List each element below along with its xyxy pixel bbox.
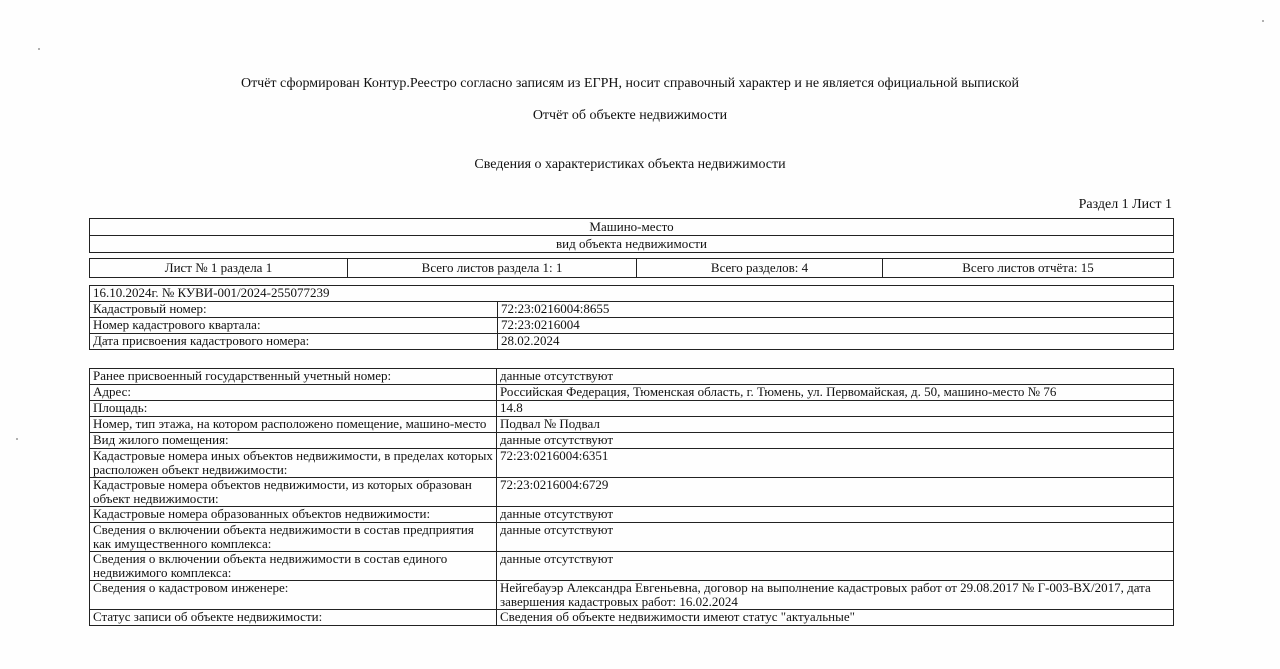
sheet-of-section: Лист № 1 раздела 1: [90, 259, 348, 278]
scan-speck: [38, 48, 40, 50]
table-row: [90, 507, 1174, 523]
object-type-caption: вид объекта недвижимости: [90, 236, 1174, 253]
scan-speck: [16, 438, 18, 440]
table-row: [90, 417, 1174, 433]
row-label: Площадь:: [90, 401, 497, 417]
table-row: [90, 478, 1174, 507]
scan-speck: [1262, 20, 1264, 22]
row-value: 72:23:0216004:8655: [498, 302, 1174, 318]
row-label: Кадастровые номера иных объектов недвижимости, в пределах которых расположен объект недвижимости:: [90, 449, 497, 478]
row-label: Номер, тип этажа, на котором расположено помещение, машино-место: [90, 417, 497, 433]
row-value: 72:23:0216004: [498, 318, 1174, 334]
row-value: Сведения об объекте недвижимости имеют статус "актуальные": [497, 610, 1174, 626]
table-row: [90, 433, 1174, 449]
row-value: Подвал № Подвал: [497, 417, 1174, 433]
total-section-sheets: Всего листов раздела 1: 1: [348, 259, 637, 278]
table-row: [90, 523, 1174, 552]
row-label: Кадастровый номер:: [90, 302, 498, 318]
row-value: 14.8: [497, 401, 1174, 417]
total-report-sheets: Всего листов отчёта: 15: [883, 259, 1174, 278]
row-value: данные отсутствуют: [497, 523, 1174, 552]
row-value: данные отсутствуют: [497, 369, 1174, 385]
request-number: 16.10.2024г. № КУВИ-001/2024-255077239: [90, 286, 1174, 302]
sheet-info-table: [89, 258, 1174, 278]
table-row: [90, 449, 1174, 478]
row-value: 72:23:0216004:6351: [497, 449, 1174, 478]
row-label: Кадастровые номера образованных объектов недвижимости:: [90, 507, 497, 523]
report-subtitle: Сведения о характеристиках объекта недвижимости: [474, 157, 786, 172]
table-row: [90, 369, 1174, 385]
row-value: Российская Федерация, Тюменская область, г. Тюмень, ул. Первомайская, д. 50, машино-место № 76: [497, 385, 1174, 401]
table-row: [90, 610, 1174, 626]
report-title: Отчёт об объекте недвижимости: [532, 108, 728, 123]
row-label: Сведения о включении объекта недвижимости в состав предприятия как имущественного комплекса:: [90, 523, 497, 552]
table-row: [90, 385, 1174, 401]
row-value: 28.02.2024: [498, 334, 1174, 350]
row-value: данные отсутствуют: [497, 552, 1174, 581]
row-label: Дата присвоения кадастрового номера:: [90, 334, 498, 350]
details-table: [89, 368, 1174, 626]
object-type: Машино-место: [90, 219, 1174, 236]
row-label: Кадастровые номера объектов недвижимости, из которых образован объект недвижимости:: [90, 478, 497, 507]
table-row: [90, 334, 1174, 350]
row-label: Адрес:: [90, 385, 497, 401]
section-sheet-label: Раздел 1 Лист 1: [1078, 197, 1172, 212]
row-value: данные отсутствуют: [497, 433, 1174, 449]
total-sections: Всего разделов: 4: [637, 259, 883, 278]
row-label: Статус записи об объекте недвижимости:: [90, 610, 497, 626]
row-label: Сведения о кадастровом инженере:: [90, 581, 497, 610]
row-value: Нейгебауэр Александра Евгеньевна, договор на выполнение кадастровых работ от 29.08.2017 № Г-003-ВХ/2017, дата завершения кадастровых работ: 16.02.2024: [497, 581, 1174, 610]
row-label: Сведения о включении объекта недвижимости в состав единого недвижимого комплекса:: [90, 552, 497, 581]
request-table: [89, 285, 1174, 350]
report-disclaimer: Отчёт сформирован Контур.Реестро согласно записям из ЕГРН, носит справочный характер и не является официальной выпиской: [240, 76, 1020, 91]
row-value: 72:23:0216004:6729: [497, 478, 1174, 507]
row-label: Ранее присвоенный государственный учетный номер:: [90, 369, 497, 385]
row-label: Вид жилого помещения:: [90, 433, 497, 449]
table-row: [90, 401, 1174, 417]
row-label: Номер кадастрового квартала:: [90, 318, 498, 334]
table-row: [90, 581, 1174, 610]
table-row: [90, 552, 1174, 581]
table-row: [90, 318, 1174, 334]
row-value: данные отсутствуют: [497, 507, 1174, 523]
object-type-table: [89, 218, 1174, 253]
table-row: [90, 302, 1174, 318]
